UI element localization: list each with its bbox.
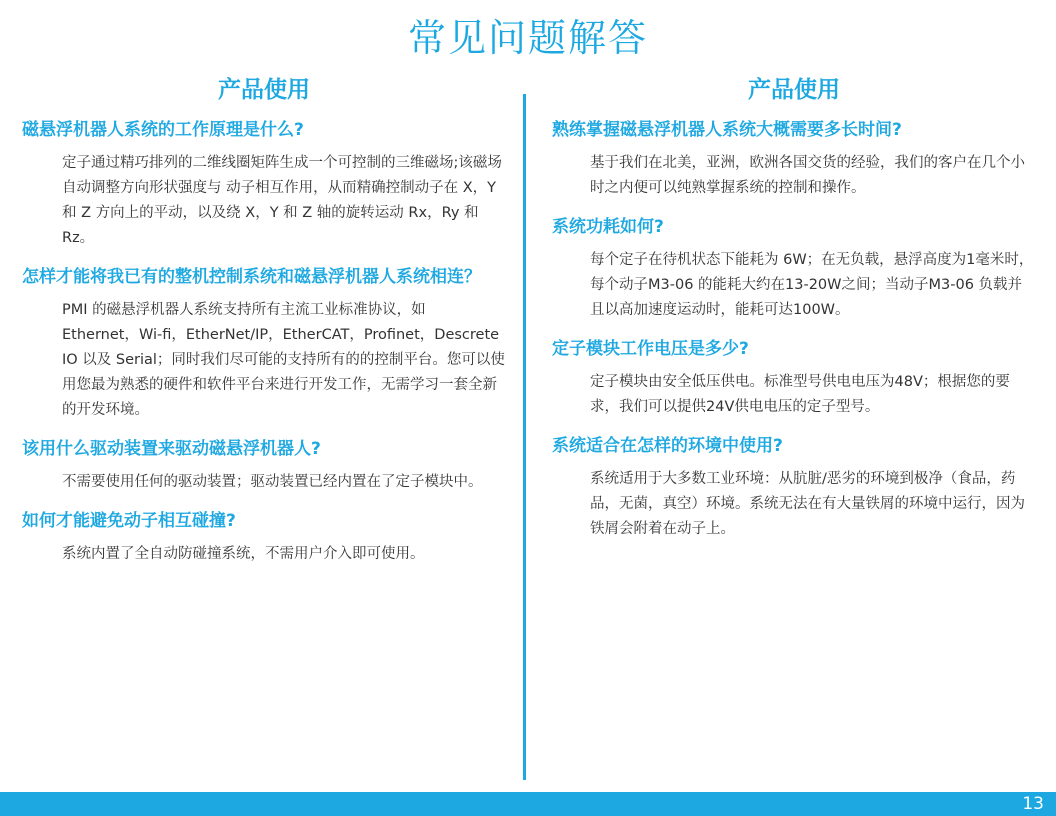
faq-question: 熟练掌握磁悬浮机器人系统大概需要多长时间? [552,120,902,140]
right-column-heading: 产品使用 [748,77,840,103]
faq-answer: 定子模块由安全低压供电。标准型号供电电压为48V；根据您的要求，我们可以提供24V供电电压的定子型号。 [590,374,1010,415]
column-divider [523,94,526,780]
faq-answer: 基于我们在北美，亚洲，欧洲各国交货的经验，我们的客户在几个小时之内便可以纯熟掌握系统的控制和操作。 [590,155,1025,196]
faq-question: 系统适合在怎样的环境中使用? [552,436,783,456]
faq-question: 系统功耗如何? [552,217,664,237]
faq-item [552,335,1036,420]
faq-item [22,507,506,567]
faq-item [22,263,506,423]
faq-question: 如何才能避免动子相互碰撞? [22,511,236,531]
faq-answer: 每个定子在待机状态下能耗为 6W；在无负载，悬浮高度为1毫米时，每个动子M3-06 的能耗大约在13-20W之间；当动子M3-06 负载并且以高加速度运动时，能耗可达100W。 [590,252,1034,318]
faq-answer: 定子通过精巧排列的二维线圈矩阵生成一个可控制的三维磁场;该磁场自动调整方向形状强度与 动子相互作用，从而精确控制动子在 X，Y和 Z 方向上的平动，以及绕 X，Y 和 Z 轴的旋转运动 Rx，Ry 和 Rz。 [62,155,502,246]
faq-question: 磁悬浮机器人系统的工作原理是什么? [22,120,304,140]
page-title: 常见问题解答 [407,16,648,60]
footer-bar [0,792,1056,816]
faq-answer: 不需要使用任何的驱动装置；驱动装置已经内置在了定子模块中。 [62,474,483,490]
faq-item [22,435,506,495]
faq-item [22,116,506,251]
faq-question: 该用什么驱动装置来驱动磁悬浮机器人? [22,439,321,459]
faq-item [552,432,1036,542]
faq-question: 怎样才能将我已有的整机控制系统和磁悬浮机器人系统相连？ [22,267,481,287]
faq-answer: 系统适用于大多数工业环境：从肮脏/恶劣的环境到极净（食品，药品，无菌，真空）环境。系统无法在有大量铁屑的环境中运行，因为铁屑会附着在动子上。 [590,471,1025,537]
left-column-heading: 产品使用 [218,77,310,103]
faq-item [552,116,1036,201]
left-column [22,74,506,579]
faq-answer: 系统内置了全自动防碰撞系统，不需用户介入即可使用。 [62,546,425,562]
right-column [552,74,1036,554]
page-number: 13 [1022,794,1044,814]
faq-question: 定子模块工作电压是多少? [552,339,749,359]
faq-answer: PMI 的磁悬浮机器人系统支持所有主流工业标准协议，如 Ethernet，Wi-fi，EtherNet/IP，EtherCAT，Profinet，Descrete IO 以及 Serial；同时我们尽可能的支持所有的的控制平台。您可以使用您最为熟悉的硬件和软件平台来进行开发工作，无需学习一套全新的开发环境。 [62,302,505,418]
faq-item [552,213,1036,323]
